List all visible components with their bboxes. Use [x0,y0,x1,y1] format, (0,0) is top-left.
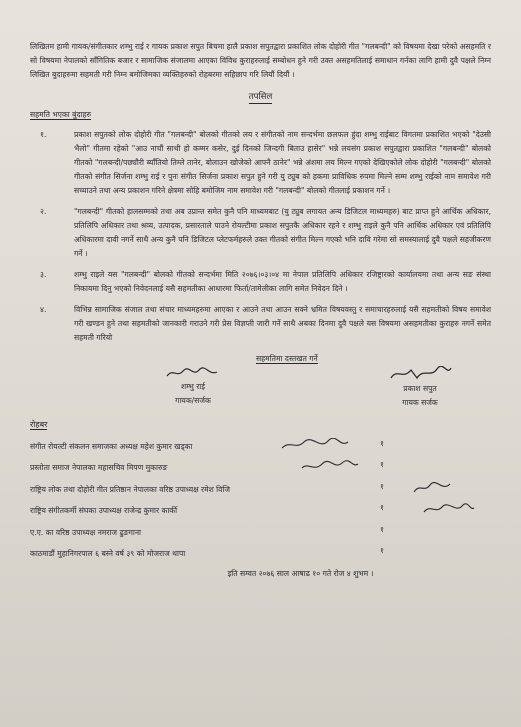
point-number: १. [40,130,47,139]
signing-caption-text: सहमतिमा दस्तखत गर्ने [256,354,318,363]
witness-number: १ [380,503,384,512]
witness-name: राष्ट्रिय संगीतकर्मी संघका उपाध्यक्ष राजेन्द्र कुमार कार्की [30,506,178,515]
witness-name: काठमाडौं मुहानिगरपाल ६ बस्ने वर्ष ३९ को मोजराज थापा [30,549,186,558]
point-text: शम्भु राइले यस "गलबन्दी" बोलको गीतको सन्दर्भमा मिति २०७६।०३।०४ मा नेपाल प्रतिलिपि अधिकार रजिष्ट्रारको कार्यालयमा तथा अन्य सङ संस्था निकायमा दिनु भएको निवेदनलाई यसै सहमतीका आधारमा फिर्ता/तामेलीका लागि समेत निवेदन दिने । [74,270,491,293]
witness-heading-text: रोहबर [30,420,48,429]
witness-row [30,497,491,519]
points-heading [30,108,491,122]
signatory-name: प्रकाश सपुत [403,384,437,393]
signatures-block [30,366,491,416]
signatory-prakash [380,366,460,410]
signature-scribble [163,366,223,380]
point-text: "गलबन्दी" गीतको हालसम्मको तथा अब उप्रान्त समेत कुनै पनि माध्यमबाट (यु ट्युब लगायत अन्य डिजिटल माध्यमहरु) बाट प्राप्त हुने आर्थिक अधिकार, प्रतिलिपि अधिकार तथा श्रव्य, उत्पादक, प्रसारताले पाउने रोयल्टीमा प्रकाश सपुतकै अधिकार रहने र शम्भु राइले कुनै पनि आर्थिक अधिकार एवं प्रतिलिपि अधिकारमा दावी नगर्ने साथै अन्य कुनै पनि डिजिटल प्लेटफर्महरुले उक्त गीतको संगीत मिल्न गएको भनि दावि गरेमा सो समस्यालाई दुवै पक्षले सहजीकरण गर्ने । [74,207,491,258]
intro-paragraph: लिखितम हामी गायक/संगीतकार शम्भु राई र गायक प्रकाश सपुत बिचमा हालै प्रकाश सपुतद्वारा प्रकाशित लोक दोहोरी गीत "गलबन्दी" को विषयमा देखा परेको असहमति र सो विषयमा नेपालको साँगितिक बजार र सामाजिक संजालमा आएका विविध कुराहरुलाई सम्बोधन हुने गरी उक्त असहमतिलाई समाधान गर्नका लागि हामी दुवै पक्षले निम्न लिखित बुदाहरुमा सहमती गरी निम्न बमोजिमका व्यक्तिहरुको रोहबरमा सहिछाप गरि लियौं दियौं । [30,42,491,79]
witness-row [30,454,491,476]
point-number: ४. [40,305,47,314]
agreement-point [30,128,491,198]
date-line: इति सम्वत २०७६ साल आषाढ १० गते रोज ४ शुभम । [227,569,374,578]
witness-row [30,432,491,454]
witness-signature [412,481,452,495]
witness-name: ए.ए. का वरिष्ठ उपाध्यक्ष नमराज ढुङगाना [30,527,142,537]
agreement-point [30,205,491,261]
signing-caption [256,352,491,366]
section-title-text: तपसिल [248,92,273,102]
point-number: २. [40,207,47,216]
section-title [30,90,491,104]
witness-number: १ [380,438,384,448]
signatory-shambhu [148,366,238,408]
witness-name: राष्ट्रिय लोक तथा दोहोरी गीत प्रतिष्ठान नेपालका वरिष्ठ उपाध्यक्ष रमेश विजि [30,484,230,494]
witness-row [30,540,491,562]
signatory-role: गायक/सर्जक [175,396,211,405]
witness-signature [280,438,350,452]
point-text: विभिन्न सामाजिक संजाल तथा संचार माध्यमहरुमा आएका र आउने तथा आउन सक्ने भ्रमित विषयवस्तु र समाचारहरुलाई यसै सहमतीको विषय समावेश गरी खण्डन हुने तथा सहमतीको जानकारी गराउने गरी प्रेस विज्ञप्ती जारी गर्ने साथै अबका दिनमा दुवै पक्षले यस विषयमा असहमतीका कुराहरु नगर्ने समेत सहमती गरियो [74,305,491,342]
witness-number: १ [380,524,384,534]
witness-number: १ [380,460,384,469]
witness-signature [300,459,360,473]
witness-row [30,518,491,540]
witness-signature [422,502,476,516]
signature-scribble [385,366,455,382]
points-heading-text: सहमति भएका बुंदाहरु [30,110,92,119]
point-text: प्रकाश सपुतको लोक दोहोरी गीत "गलबन्दी" बोलको गीतको लय र संगीतको नाम सन्दर्भमा छलफल हुंदा शम्भु राईबाट विगतमा प्रकाशित भएको "देउसी भैलो" गीतमा रहेको "आउ नाचौं साथी हो कम्मर कसेर, दुई दिनको जिन्दगी बिताउ हासेर" भन्ने लयसंग प्रकाश सपुतद्वारा प्रकाशित "गलबन्दी" बोलको गीतको "गलबन्दी/पछ्यौरी ब्याँतियो तिम्ले तानेर, बोलाउन खोजेको आफ्नै ठानेर" भन्ने अंशमा लय मिल्न गएको देखिएकोले लोक दोहोरी "गलबन्दी" बोलको गीतको संगीत सिर्जना शम्भु राई र पुनः संगीत सिर्जना प्रकाश सपुत हुने गरी यु ट्युब को हकमा प्राविधिक रुपमा मिल्ने सम्म शम्भु राईको नाम समावेश गरी सच्याउने तथा अन्य प्रकाशन गरिने क्षेत्रमा सोहि बमोजिम नाम समावेश गरी "गलबन्दी" बोलको गीतलाई प्रकाशन गर्ने । [74,130,491,195]
signatory-name: शम्भु राई [181,382,205,391]
agreement-point [30,303,491,345]
witness-name: संगीत रोयल्टी संकलन समाजका अध्यक्ष महेश कुमार खड्का [30,441,193,451]
signatory-role: गायक सर्जक [402,398,438,407]
witness-name: प्रस्तोता समाज नेपालका महासचिव मिपण मुकारुङ [30,463,168,472]
agreement-point [30,268,491,296]
witness-heading [30,418,491,432]
point-number: ३. [40,270,47,279]
witness-number: १ [380,481,384,491]
witness-number: १ [380,546,384,555]
witness-row [30,475,491,497]
